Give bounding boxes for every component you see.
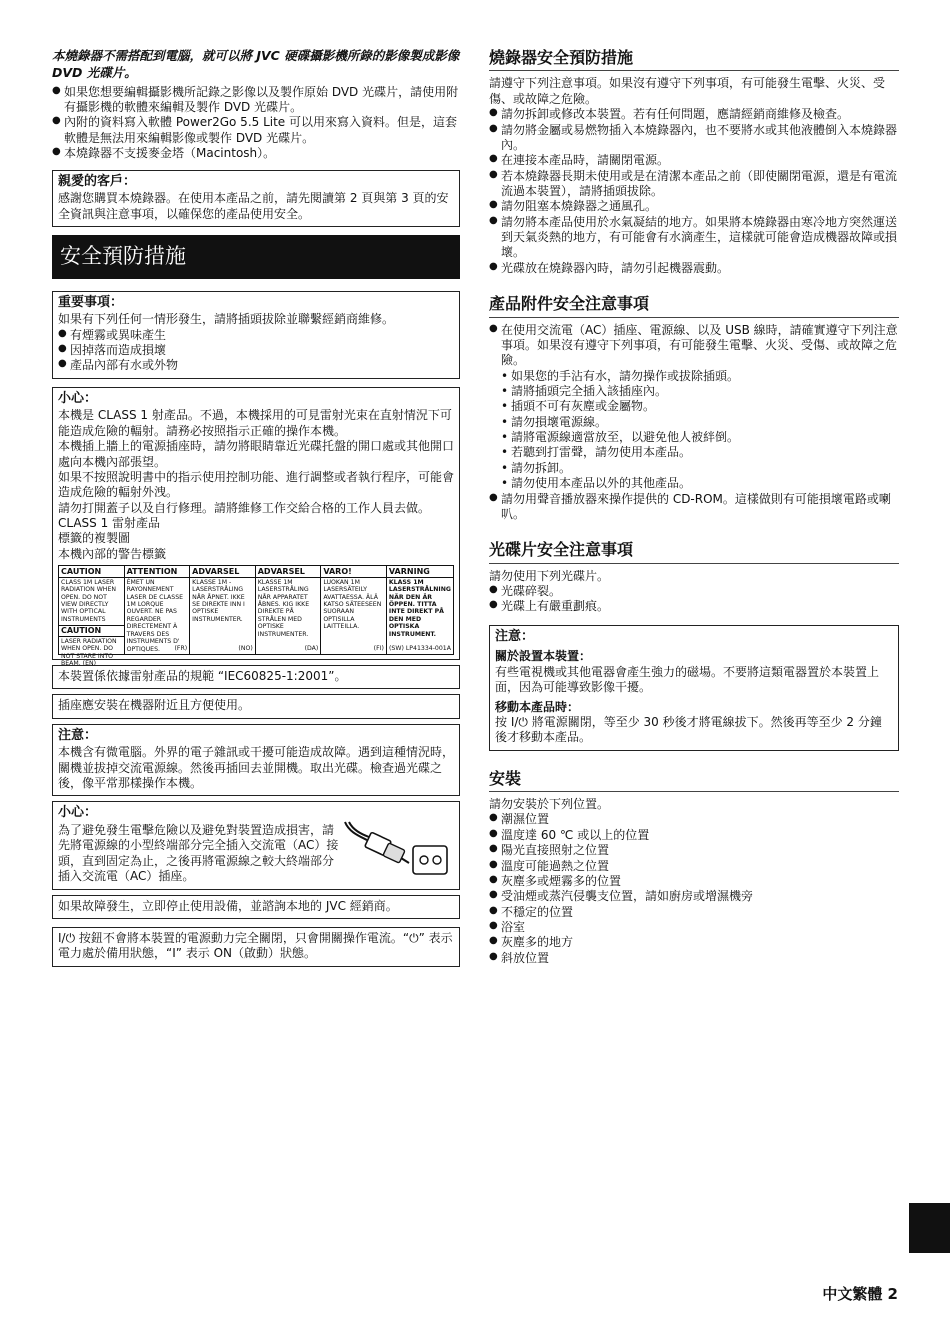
important-box xyxy=(52,291,460,379)
laser-warning-label xyxy=(58,565,454,668)
failure-box xyxy=(52,895,460,919)
customer-box xyxy=(52,170,460,227)
intro-list xyxy=(52,85,460,162)
label-cell xyxy=(256,566,322,654)
caution-laser-line: 請勿打開蓋子以及自行修理。請將維修工作交給合格的工作人員去做。 xyxy=(58,500,431,515)
list-item: ● 光碟上有嚴重劃痕。 xyxy=(489,599,899,614)
note-box xyxy=(52,724,460,797)
caution-laser-line: 本機插上牆上的電源插座時，請勿將眼睛靠近光碟托盤的開口處或其他開口處向本機內部張望。 xyxy=(58,439,455,469)
accessory-list xyxy=(489,323,899,369)
caution-laser-line: 本機內部的警告標籤 xyxy=(58,546,167,561)
notice-text: 按 I/⏻ 將電源關閉，等至少 30 秒後才將電線拔下。然後再等至少 2 分鐘後才移動本產品。 xyxy=(495,714,882,745)
caution-plug-text: 為了避免發生電擊危險以及避免對裝置造成損害，請先將電源線的小型終端部分完全插入交流電（AC）接頭，直到固定為止，之後再將電源線之較大終端部分插入交流電（AC）插座。 xyxy=(58,823,339,884)
list-item: • 請勿使用本產品以外的其他產品。 xyxy=(501,476,899,491)
caution-laser-line: 本機是 CLASS 1 射產品。不過，本機採用的可見雷射光束在直射情況下可能造成危險的輻射。請務必按照指示正確的操作本機。 xyxy=(58,408,452,438)
list-item xyxy=(489,323,899,369)
safety-banner: 安全預防措施 xyxy=(52,235,460,279)
label-cell-title: VARO! xyxy=(321,567,386,578)
list-item: ● 因掉落而造成損壞 xyxy=(58,343,454,358)
label-cell-code: (FR) xyxy=(174,644,188,652)
list-item: ● 若本燒錄器長期未使用或是在清潔本產品之前（即使關閉電源，還是有電流流過本裝置），請將插頭拔除。 xyxy=(489,169,899,200)
label-cell-title: CAUTION xyxy=(59,625,124,637)
install-list xyxy=(489,812,899,966)
list-item: ● 斜放位置 xyxy=(489,951,899,966)
install-intro: 請勿安裝於下列位置。 xyxy=(489,797,610,812)
section-title: 燒錄器安全預防措施 xyxy=(489,48,899,71)
notice-box-title: 注意： xyxy=(495,628,535,644)
list-item: ● 內附的資料寫入軟體 Power2Go 5.5 Lite 可以用來寫入資料。但是，這套軟體是無法用來編輯影像或製作 DVD 光碟片。 xyxy=(52,115,460,146)
list-item: • 請勿損壞電源線。 xyxy=(501,415,899,430)
accessory-list-2 xyxy=(489,492,899,523)
label-cell-code: (FI) xyxy=(373,644,384,652)
socket-text: 插座應安裝在機器附近且方便使用。 xyxy=(58,698,251,713)
accessory-sublist xyxy=(489,369,899,492)
list-item: • 如果您的手沾有水，請勿操作或拔除插頭。 xyxy=(501,369,899,384)
caution-laser-line: 如果不按照說明書中的指示使用控制功能、進行調整或者執行程序，可能會造成危險的輻射外洩。 xyxy=(58,469,455,500)
section-title: 光碟片安全注意事項 xyxy=(489,540,899,563)
list-item: ● 潮濕位置 xyxy=(489,812,899,827)
accessory-item-text: 在使用交流電（AC）插座、電源線、以及 USB 線時，請確實遵守下列注意事項。如果沒有遵守下列事項，有可能發生電擊、火災、受傷、或故障之危險。 xyxy=(501,322,898,368)
label-cell xyxy=(125,566,191,654)
label-cell xyxy=(321,566,387,654)
list-item: ● 不穩定的位置 xyxy=(489,905,899,920)
label-cell-body: CLASS 1M LASER RADIATION WHEN OPEN. DO NOT VIEW DIRECTLY WITH OPTICAL INSTRUMENTS xyxy=(61,578,117,623)
notice-box xyxy=(489,625,899,751)
list-item: ● 溫度可能過熱之位置 xyxy=(489,859,899,874)
list-item: ● 陽光直接照射之位置 xyxy=(489,843,899,858)
page-footer: 中文繁體 2 xyxy=(822,1285,898,1303)
label-cell-code: (NO) xyxy=(238,644,253,652)
label-cell-body: KLASS 1M LASERSTRÅLNING NÄR DEN ÄR ÖPPEN. TITTA INTE DIREKT PÅ DEN MED OPTISKA INSTRUMENT. xyxy=(388,578,451,638)
caution-laser-box xyxy=(52,387,460,668)
iec-box xyxy=(52,665,460,689)
list-item: ● 請勿將金屬或易燃物插入本燒錄器內，也不要將水或其他液體倒入本燒錄器內。 xyxy=(489,123,899,154)
important-box-text: 如果有下列任何一情形發生，請將插頭拔除並聯繫經銷商維修。 xyxy=(58,312,395,327)
label-cell-title: ADVARSEL xyxy=(190,567,255,578)
label-cell-code: (DA) xyxy=(304,644,319,652)
section-title: 安裝 xyxy=(489,769,899,792)
list-item: ● 本燒錄器不支援麥金塔（Macintosh）。 xyxy=(52,146,460,161)
list-item: ● 灰塵多的地方 xyxy=(489,935,899,950)
important-box-title: 重要事項： xyxy=(58,294,124,310)
list-item: ● 有煙霧或異味產生 xyxy=(58,328,454,343)
caution-laser-line: CLASS 1 雷射產品 xyxy=(58,515,161,530)
list-item: ● 受油煙或蒸汽侵襲支位置，請如廚房或增濕機旁 xyxy=(489,889,899,904)
failure-text: 如果故障發生，立即停止使用設備，並諮詢本地的 JVC 經銷商。 xyxy=(58,898,398,913)
language-tab-marker xyxy=(909,1203,950,1253)
left-column xyxy=(52,48,460,967)
label-cell-title: CAUTION xyxy=(59,567,124,578)
label-cell xyxy=(387,566,453,654)
label-cell-body: LASER RADIATION WHEN OPEN. DO NOT STARE INTO BEAM. (EN) xyxy=(61,637,117,668)
list-item: ● 請勿拆卸或修改本裝置。若有任何問題，應請經銷商維修及檢查。 xyxy=(489,107,899,122)
caution-plug-box xyxy=(52,801,460,889)
important-list xyxy=(58,328,454,374)
label-cell-title: ATTENTION xyxy=(125,567,190,578)
customer-box-title: 親愛的客戶： xyxy=(58,173,137,189)
caution-laser-line: 標籤的複製圖 xyxy=(58,531,131,546)
list-item: ● 灰塵多或煙霧多的位置 xyxy=(489,874,899,889)
list-item: ● 請勿阻塞本燒錄器之通風孔。 xyxy=(489,199,899,214)
list-item: ● 浴室 xyxy=(489,920,899,935)
label-cell-body: LUOKAN 1M LASERSÄTEILY AVATTAESSA. ÄLÄ KATSO SÄTEESEEN SUORAAN OPTISILLA LAITTEILLA. xyxy=(323,578,382,631)
label-cell-body: KLASSE 1M LASERSTRÅLING NÅR APPARATET ÅBNES. KIG IKKE DIREKTE PÅ STRÅLEN MED OPTISKE INSTRUMENTER. xyxy=(257,578,310,638)
list-item: ● 請勿將本產品使用於水氣凝結的地方。如果將本燒錄器由寒冷地方突然運送到天氣炎熱的地方，有可能會有水滴產生，這樣就可能會造成機器故障或損壞。 xyxy=(489,215,899,261)
notice-sub-title: 關於設置本裝置： xyxy=(495,649,592,664)
list-item: ● 光碟碎裂。 xyxy=(489,584,899,599)
label-cell xyxy=(190,566,256,654)
notice-text: 有些電視機或其他電器會產生強力的磁場。不要將這類電器置於本裝置上面，因為可能導致影像干擾。 xyxy=(495,664,880,695)
burner-list xyxy=(489,107,899,276)
right-column xyxy=(489,48,899,966)
notice-sub-title: 移動本產品時： xyxy=(495,699,580,714)
list-item: • 請勿拆卸。 xyxy=(501,461,899,476)
power-cord-icon xyxy=(341,818,451,884)
note-box-title: 注意： xyxy=(58,727,98,743)
label-cell xyxy=(59,566,125,668)
list-item: • 請將電源線適當放至，以避免他人被絆倒。 xyxy=(501,430,899,445)
label-cell-body: ÉMET UN RAYONNEMENT LASER DE CLASSE 1M LORQUE OUVERT. NE PAS REGARDER DIRECTEMENT À TRAVERS DES INSTRUMENTS D' OPTIQUES. xyxy=(126,578,184,653)
list-item: ● 溫度達 60 ℃ 或以上的位置 xyxy=(489,828,899,843)
section-title: 產品附件安全注意事項 xyxy=(489,294,899,317)
label-cell-body: KLASSE 1M - LASERSTRÅLING NÅR ÅPNET. IKKE SE DIREKTE INN I OPTISKE INSTRUMENTER. xyxy=(192,578,245,623)
note-box-text: 本機含有微電腦。外界的電子雜訊或干擾可能造成故障。遇到這種情況時，關機並拔掉交流電源線。然後再插回去並開機。取出光碟。檢查過光碟之後，像平常那樣操作本機。 xyxy=(58,745,455,791)
caution-plug-title: 小心： xyxy=(58,805,98,821)
power-text: I/⏻ 按鈕不會將本裝置的電源動力完全關閉，只會開關操作電流。“⏻” 表示電力處於備用狀態，“I” 表示 ON（啟動）狀態。 xyxy=(58,930,453,961)
customer-box-text: 感謝您購買本燒錄器。在使用本產品之前，請先閱讀第 2 頁與第 3 頁的安全資訊與注意事項，以確保您的產品使用安全。 xyxy=(58,191,449,221)
list-item: ● 如果您想要編輯攝影機所記錄之影像以及製作原始 DVD 光碟片，請使用附有攝影機的軟體來編輯及製作 DVD 光碟片。 xyxy=(52,85,460,116)
list-item: • 插頭不可有灰塵或金屬物。 xyxy=(501,399,899,414)
label-cell-title: VARNING xyxy=(387,567,453,578)
list-item: • 請將插頭完全插入該插座內。 xyxy=(501,384,899,399)
list-item: ● 光碟放在燒錄器內時，請勿引起機器震動。 xyxy=(489,261,899,276)
power-box xyxy=(52,927,460,967)
caution-laser-title: 小心： xyxy=(58,390,98,406)
list-item: ● 在連接本產品時，請關閉電源。 xyxy=(489,153,899,168)
socket-box xyxy=(52,694,460,718)
burner-intro: 請遵守下列注意事項。如果沒有遵守下列事項，有可能發生電擊、火災、受傷、或故障之危險。 xyxy=(489,76,886,106)
intro-heading: 本燒錄器不需搭配到電腦，就可以將 JVC 硬碟攝影機所錄的影像製成影像 DVD 光碟片。 xyxy=(52,48,460,80)
list-item: ● 請勿用聲音播放器來操作提供的 CD-ROM。這樣做則有可能損壞電路或喇叭。 xyxy=(489,492,899,523)
iec-text: 本裝置係依據雷射產品的規範 “IEC60825-1:2001”。 xyxy=(58,669,347,684)
label-cell-title: ADVARSEL xyxy=(256,567,321,578)
list-item: ● 產品內部有水或外物 xyxy=(58,358,454,373)
disc-list xyxy=(489,584,899,615)
list-item: • 若聽到打雷聲，請勿使用本產品。 xyxy=(501,445,899,460)
label-cell-code: (SW) LP41334-001A xyxy=(389,644,451,652)
disc-intro: 請勿使用下列光碟片。 xyxy=(489,568,610,583)
